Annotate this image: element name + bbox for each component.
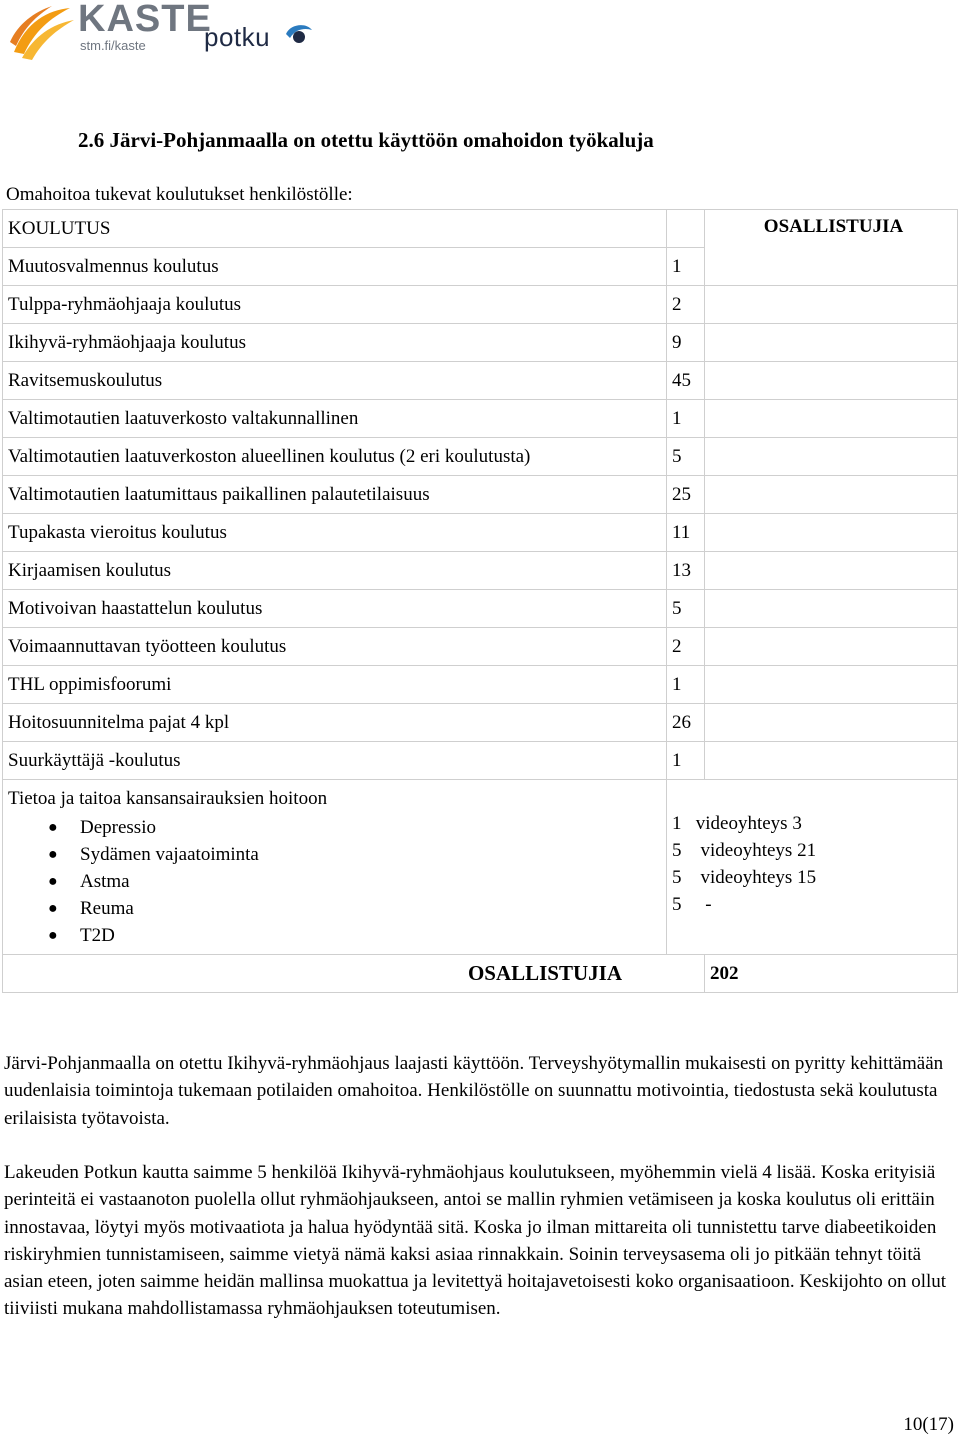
participant-count: 9 [667, 324, 705, 362]
table-row [3, 362, 958, 400]
table-row [3, 438, 958, 476]
empty-cell [705, 438, 958, 476]
disease-participants [672, 918, 957, 945]
training-name: Hoitosuunnitelma pajat 4 kpl [3, 704, 667, 742]
training-name: THL oppimisfoorumi [3, 666, 667, 704]
table-row [3, 400, 958, 438]
disease-item: ● Reuma [8, 895, 666, 922]
empty-cell [705, 476, 958, 514]
participant-count: 2 [667, 628, 705, 666]
participant-count: 11 [667, 514, 705, 552]
empty-cell [705, 628, 958, 666]
empty-cell [705, 400, 958, 438]
empty-cell [705, 286, 958, 324]
participant-count: 25 [667, 476, 705, 514]
training-name: Motivoivan haastattelun koulutus [3, 590, 667, 628]
page-number: 10(17) [903, 1414, 954, 1435]
training-name: Valtimotautien laatuverkosto valtakunnallinen [3, 400, 667, 438]
table-row [3, 704, 958, 742]
intro-text: Omahoitoa tukevat koulutukset henkilöstölle: [6, 184, 353, 205]
empty-cell [705, 742, 958, 780]
participant-count: 26 [667, 704, 705, 742]
disease-participants: 5 videoyhteys 15 [672, 867, 817, 888]
total-cell [3, 955, 705, 993]
table-row [3, 742, 958, 780]
empty-cell [705, 552, 958, 590]
disease-item: ● Sydämen vajaatoiminta [8, 841, 666, 868]
training-name: Ravitsemuskoulutus [3, 362, 667, 400]
total-row [3, 955, 958, 993]
col-header-empty [667, 210, 705, 248]
table-row [3, 514, 958, 552]
disease-list [8, 814, 666, 949]
training-name: Ikihyvä-ryhmäohjaaja koulutus [3, 324, 667, 362]
participant-count: 1 [667, 248, 705, 286]
participant-count: 5 [667, 590, 705, 628]
potku-logo-text: potku [204, 22, 271, 52]
disease-item: ● Astma [8, 868, 666, 895]
empty-cell [705, 590, 958, 628]
participant-count: 1 [667, 400, 705, 438]
disease-item: ● Depressio [8, 814, 666, 841]
table-header-row [3, 210, 958, 248]
section-heading: 2.6 Järvi-Pohjanmaalla on otettu käyttöön omahoidon työkaluja [78, 128, 654, 152]
participant-count: 1 [667, 666, 705, 704]
col-header-koulutus: KOULUTUS [3, 210, 667, 248]
tietoa-row [3, 780, 958, 955]
training-name: Muutosvalmennus koulutus [3, 248, 667, 286]
empty-cell [705, 362, 958, 400]
kaste-logo-text: KASTE [78, 0, 212, 40]
tietoa-title: Tietoa ja taitoa kansansairauksien hoitoon [8, 788, 328, 809]
empty-cell [705, 666, 958, 704]
disease-item: ● T2D [8, 922, 666, 949]
total-label: OSALLISTUJIA [467, 961, 622, 985]
table-row [3, 666, 958, 704]
participant-count: 5 [667, 438, 705, 476]
participant-count: 1 [667, 742, 705, 780]
paragraph-2: Lakeuden Potkun kautta saimme 5 henkilöä Ikihyvä-ryhmäohjaus koulutukseen, myöhemmin vielä 4 lisää. Koska erityisiä perinteitä ei vastaanoton puolella ollut ryhmäohjaukseen, antoi se mallin ryhmien vetämiseen ja koska koulutus oli erittäin innostavaa, löytyi myös motivaatiota ja halua hyödyntää sitä. Koska jo ilman mittareita oli tunnistettu tarve diabeetikoiden riskiryhmien tunnistamiseen, saimme vietyä nämä kaksi asiaa rinnakkain. Soinin terveysasema oli jo pitkään tehnyt töitä asian eteen, joten saimme heidän mallinsa muokattua ja levitettyä hoitajavetoisesti koko organisaatioon. Keskijohto on ollut tiiviisti mukana mahdollistamassa ryhmäohjauksen toteutumisen. [4, 1162, 947, 1320]
training-name: Tulppa-ryhmäohjaaja koulutus [3, 286, 667, 324]
col-header-osallistujia: OSALLISTUJIA [705, 210, 958, 286]
training-name: Kirjaamisen koulutus [3, 552, 667, 590]
table-row [3, 324, 958, 362]
tietoa-cell [3, 780, 667, 955]
empty-cell [705, 514, 958, 552]
table-row [3, 552, 958, 590]
table-row [3, 628, 958, 666]
table-body [3, 286, 958, 993]
training-name: Suurkäyttäjä -koulutus [3, 742, 667, 780]
disease-participants: 5 - [672, 894, 712, 915]
table-row [3, 476, 958, 514]
disease-participants: 5 videoyhteys 21 [672, 840, 817, 861]
training-name: Voimaannuttavan työotteen koulutus [3, 628, 667, 666]
training-name: Valtimotautien laatuverkoston alueellinen koulutus (2 eri koulutusta) [3, 438, 667, 476]
total-value: 202 [705, 955, 958, 993]
empty-cell [705, 704, 958, 742]
tietoa-values-cell [667, 780, 958, 955]
empty-cell [705, 324, 958, 362]
participant-count: 13 [667, 552, 705, 590]
disease-participants: 1 videoyhteys 3 [672, 813, 802, 834]
training-table [2, 209, 958, 993]
kaste-url: stm.fi/kaste [80, 38, 146, 53]
potku-logo-mark [284, 20, 314, 46]
training-name: Tupakasta vieroitus koulutus [3, 514, 667, 552]
training-name: Valtimotautien laatumittaus paikallinen palautetilaisuus [3, 476, 667, 514]
participant-count: 2 [667, 286, 705, 324]
participant-count: 45 [667, 362, 705, 400]
table-row [3, 590, 958, 628]
table-row [3, 286, 958, 324]
paragraph-1: Järvi-Pohjanmaalla on otettu Ikihyvä-ryhmäohjaus laajasti käyttöön. Terveyshyötymallin mukaisesti on pyritty kehittämään uudenlaisia toimintoja tukemaan potilaiden omahoitoa. Henkilöstölle on suunnattu motivointia, tiedostusta sekä koulutusta erilaisista työtavoista. [4, 1053, 944, 1129]
